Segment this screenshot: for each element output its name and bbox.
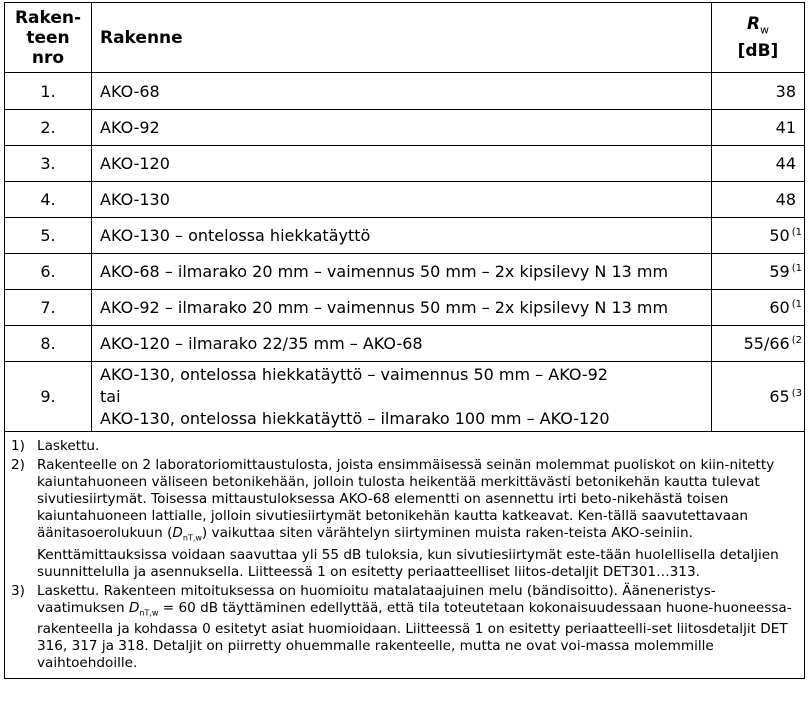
footnote-ref: (2 [791, 334, 802, 346]
footnote-2: 2) Rakenteelle on 2 laboratoriomittaustulosta, joista ensimmäisessä seinän molemmat puoliskot on kiin-nitetty kaiuntahuoneen väliseen betonikehään, jolloin tulosta heikentää merkittävästi betonikehän kautta tulevat sivutiesiirtymät. Toisessa mittaustuloksessa AKO-68 elementti on asennettu irti beto-nikehästä toisen kaiuntahuoneen lattialle, jolloin sivutiesiirtymät betonikehän kautta katkeavat. Ken-tällä saavutettavaan äänitasoerolukuun $(D_{nT,w})$ vaikuttaa siten värähtelyn siirtyminen muista raken-teista AKO-seiniin. Kenttämittauksissa voidaan saavuttaa yli 55 dB tuloksia, kun sivutiesiirtymät este-tään huolellisella detaljien suunnittelulla ja asennuksella. Liitteessä 1 on esitetty periaatteelliset liitos-detaljit DET301…313. [11, 457, 779, 580]
row-rakenne: AKO-68 [92, 73, 712, 110]
header-nro: Raken- teen nro [5, 3, 92, 73]
row-rw: 50 $^{(1}$ [712, 218, 805, 254]
row-nro: 2. [5, 110, 92, 146]
footnotes [5, 432, 805, 679]
row-nro: 4. [5, 182, 92, 218]
sound-insulation-table [4, 2, 805, 679]
row-rw: 41 [712, 110, 805, 146]
footnote-ref: (1 [791, 226, 802, 238]
row-nro: 5. [5, 218, 92, 254]
row-nro: 6. [5, 254, 92, 290]
row-nro: 3. [5, 146, 92, 182]
row-rw: 48 [712, 182, 805, 218]
table-row [5, 146, 805, 182]
row-rakenne: AKO-130 – ontelossa hiekkatäyttö [92, 218, 712, 254]
header-rw: $R_w$ [dB] [712, 3, 805, 73]
row-nro: 1. [5, 73, 92, 110]
header-rakenne: Rakenne [92, 3, 712, 73]
row-rakenne: AKO-92 [92, 110, 712, 146]
table-row [5, 73, 805, 110]
table-row [5, 218, 805, 254]
table-row [5, 362, 805, 432]
row-rakenne: AKO-120 [92, 146, 712, 182]
row-rw: 65 $^{(3}$ [712, 362, 805, 432]
footnote-ref: (1 [791, 262, 802, 274]
table-row [5, 290, 805, 326]
row-rakenne: AKO-68 – ilmarako 20 mm – vaimennus 50 mm – 2x kipsilevy N 13 mm [92, 254, 712, 290]
row-rakenne: AKO-130 [92, 182, 712, 218]
table-row [5, 110, 805, 146]
row-nro: 9. [5, 362, 92, 432]
footnotes-row [5, 432, 805, 679]
table-row [5, 326, 805, 362]
row-rakenne: AKO-130, ontelossa hiekkatäyttö – vaimennus 50 mm – AKO-92 tai AKO-130, ontelossa hiekkatäyttö – ilmarako 100 mm – AKO-120 [92, 362, 712, 432]
row-nro: 7. [5, 290, 92, 326]
row-rw: 44 [712, 146, 805, 182]
footnote-ref: (1 [791, 298, 802, 310]
row-rakenne: AKO-92 – ilmarako 20 mm – vaimennus 50 mm – 2x kipsilevy N 13 mm [92, 290, 712, 326]
footnote-ref: (3 [791, 387, 802, 399]
row-rw: 55/66 $^{(2}$ [712, 326, 805, 362]
table-row [5, 254, 805, 290]
row-rw: 38 [712, 73, 805, 110]
footnote-1: 1) Laskettu. [11, 438, 100, 454]
row-rakenne: AKO-120 – ilmarako 22/35 mm – AKO-68 [92, 326, 712, 362]
table-header-row [5, 3, 805, 73]
footnote-3: 3) Laskettu. Rakenteen mitoituksessa on huomioitu matalataajuinen melu (bändisoitto). Ääneneristys-vaatimuksen $D_{nT,w} = 60$ dB täyttäminen edellyttää, että tila toteutetaan kokonaisuudessaan huone-huoneessa-rakenteella ja kohdassa 0 esitetyt asiat huomioidaan. Liitteessä 1 on esitetty periaatteelli-set liitosdetaljit DET 316, 317 ja 318. Detaljit on piirretty ohuemmalle rakenteelle, mutta ne ovat voi-massa molemmille vaihtoehdoille. [11, 582, 792, 672]
row-nro: 8. [5, 326, 92, 362]
table-row [5, 182, 805, 218]
row-rw: 59 $^{(1}$ [712, 254, 805, 290]
row-rw: 60 $^{(1}$ [712, 290, 805, 326]
